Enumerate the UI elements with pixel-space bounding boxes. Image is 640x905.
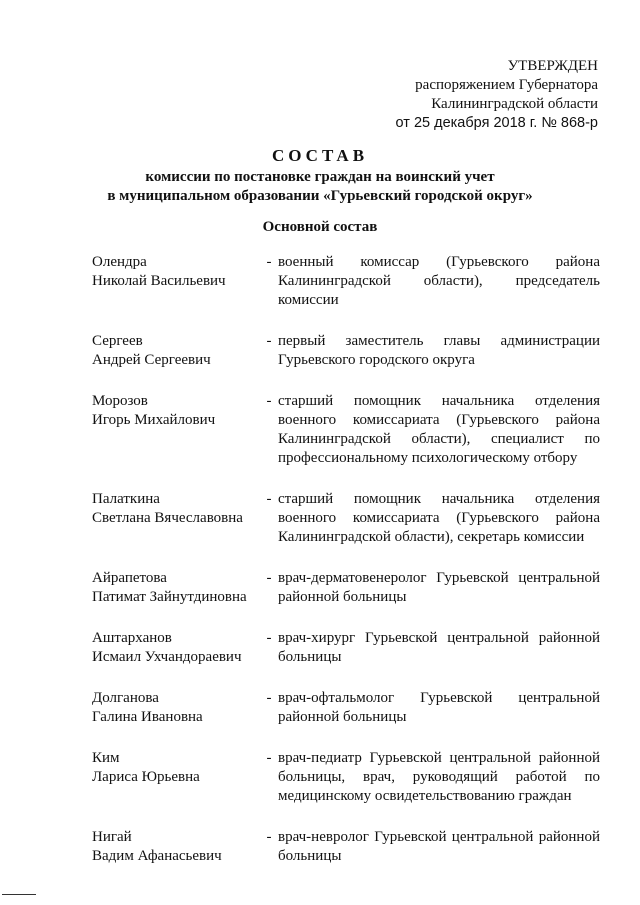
member-role: старший помощник начальника отделения военного комиссариата (Гурьевского района Калининградской области), секретарь комиссии — [278, 491, 600, 545]
member-surname: Морозов — [92, 393, 148, 409]
member-given-name: Николай Васильевич — [92, 273, 226, 289]
member-surname: Ким — [92, 750, 120, 766]
member-name — [92, 253, 260, 310]
member-row — [92, 569, 600, 607]
member-given-name: Андрей Сергеевич — [92, 352, 211, 368]
member-row — [92, 332, 600, 370]
approval-stamp — [338, 57, 598, 133]
member-name — [92, 392, 260, 468]
member-row — [92, 253, 600, 310]
member-surname: Нигай — [92, 829, 132, 845]
member-role: врач-офтальмолог Гурьевской центральной районной больницы — [278, 690, 600, 725]
member-name — [92, 828, 260, 866]
member-role: врач-хирург Гурьевской центральной районной больницы — [278, 630, 600, 665]
member-given-name: Лариса Юрьевна — [92, 769, 200, 785]
member-surname: Аштарханов — [92, 630, 172, 646]
member-row — [92, 749, 600, 806]
member-dash: - — [266, 829, 272, 845]
member-role: старший помощник начальника отделения военного комиссариата (Гурьевского района Калининградской области), специалист по профессиональному психологическому отбору — [278, 393, 600, 466]
document-title: СОСТАВ — [271, 146, 369, 165]
member-dash: - — [266, 491, 272, 507]
member-given-name: Светлана Вячеславовна — [92, 510, 243, 526]
member-row — [92, 689, 600, 727]
member-dash: - — [266, 690, 272, 706]
section-heading: Основной состав — [262, 219, 378, 235]
member-dash: - — [266, 750, 272, 766]
member-surname: Айрапетова — [92, 570, 167, 586]
member-role: врач-невролог Гурьевской центральной районной больницы — [278, 829, 600, 864]
approval-status: УТВЕРЖДЕН — [507, 58, 598, 74]
document-subtitle — [0, 168, 640, 206]
member-role: военный комиссар (Гурьевского района Калининградской области), председатель комиссии — [278, 254, 600, 308]
member-dash: - — [266, 393, 272, 409]
member-name — [92, 629, 260, 667]
member-list — [92, 253, 600, 888]
member-surname: Олендра — [92, 254, 147, 270]
member-row — [92, 828, 600, 866]
member-role: врач-педиатр Гурьевской центральной районной больницы, врач, руководящий работой по медицинскому освидетельствованию граждан — [278, 750, 600, 804]
member-given-name: Патимат Зайнутдиновна — [92, 589, 247, 605]
member-name — [92, 569, 260, 607]
member-name — [92, 490, 260, 547]
footer-divider — [2, 894, 36, 895]
member-role: первый заместитель главы администрации Гурьевского городского округа — [278, 333, 600, 368]
member-given-name: Игорь Михайлович — [92, 412, 216, 428]
member-surname: Палаткина — [92, 491, 160, 507]
member-dash: - — [266, 333, 272, 349]
member-name — [92, 749, 260, 806]
member-row — [92, 629, 600, 667]
member-dash: - — [266, 630, 272, 646]
subtitle-line-1: комиссии по постановке граждан на воинский учет — [145, 169, 495, 185]
decree-date-number: от 25 декабря 2018 г. № 868-р — [395, 115, 598, 131]
member-surname: Сергеев — [92, 333, 143, 349]
approval-authority: распоряжением Губернатора — [415, 77, 598, 93]
member-role: врач-дерматовенеролог Гурьевской центральной районной больницы — [278, 570, 600, 605]
approval-region: Калининградской области — [431, 96, 598, 112]
subtitle-line-2: в муниципальном образовании «Гурьевский городской округ» — [107, 188, 533, 204]
member-given-name: Галина Ивановна — [92, 709, 203, 725]
member-row — [92, 392, 600, 468]
member-name — [92, 689, 260, 727]
member-surname: Долганова — [92, 690, 159, 706]
member-dash: - — [266, 570, 272, 586]
member-given-name: Исмаил Ухчандораевич — [92, 649, 242, 665]
member-dash: - — [266, 254, 272, 270]
member-given-name: Вадим Афанасьевич — [92, 848, 222, 864]
member-row — [92, 490, 600, 547]
member-name — [92, 332, 260, 370]
